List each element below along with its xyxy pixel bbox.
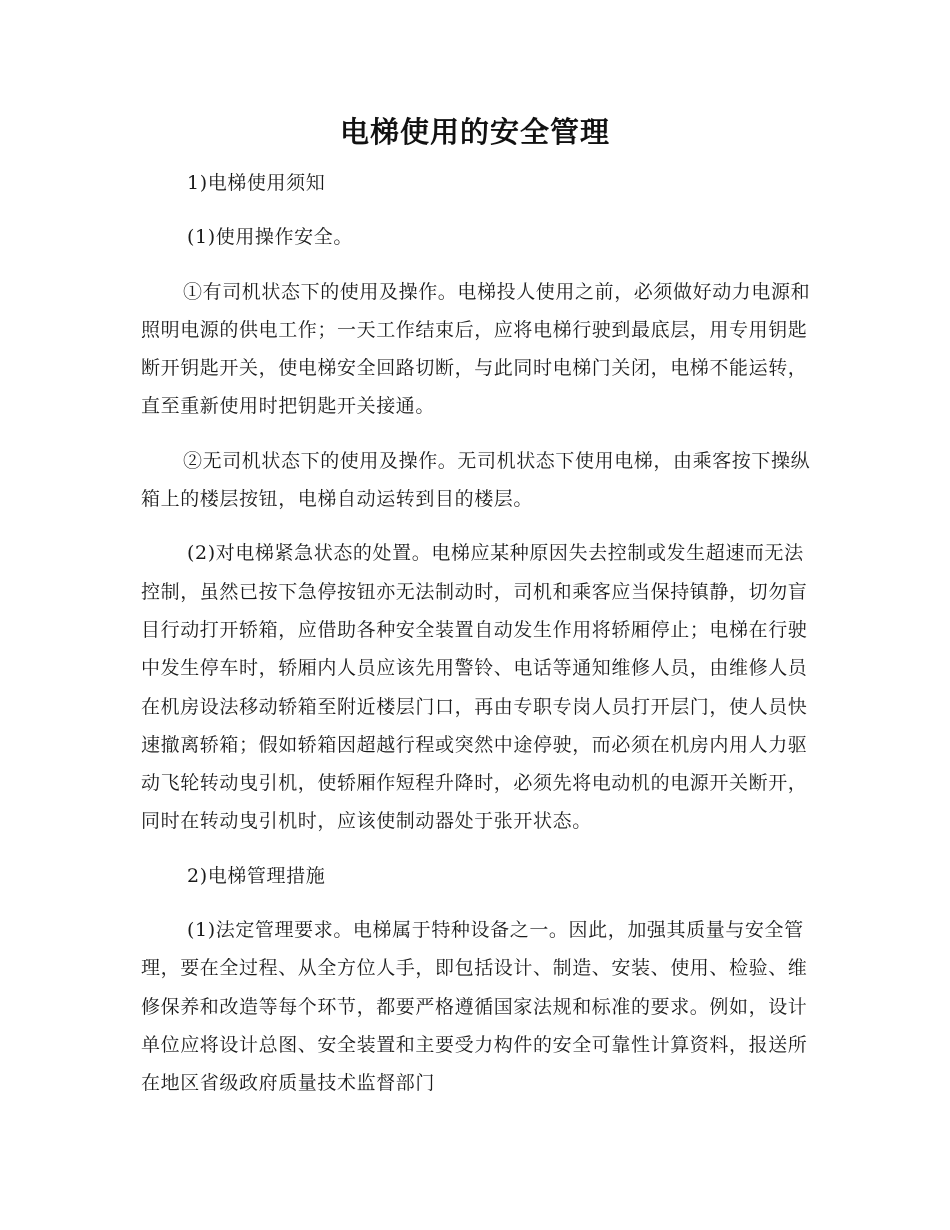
paragraph-legal-requirements: (1)法定管理要求。电梯属于特种设备之一。因此，加强其质量与安全管理，要在全过程、从全方位人手，即包括设计、制造、安装、使用、检验、维修保养和改造等每个环节，都要严格遵循国家法规和标准的要求。例如，设计单位应将设计总图、安全装置和主要受力构件的安全可靠性计算资料，报送所在地区省级政府质量技术监督部门 [141,919,808,1095]
paragraph-without-operator: ②无司机状态下的使用及操作。无司机状态下使用电梯，由乘客按下操纵箱上的楼层按钮，电梯自动运转到目的楼层。 [141,449,811,511]
page-title: 电梯使用的安全管理 [339,115,610,149]
paragraph-with-operator: ①有司机状态下的使用及操作。电梯投人使用之前，必须做好动力电源和照明电源的供电工作；一天工作结束后，应将电梯行驶到最底层，用专用钥匙断开钥匙开关，使电梯安全回路切断，与此同时电梯门关闭，电梯不能运转，直至重新使用时把钥匙开关接通。 [141,280,811,418]
document-body [141,164,811,1103]
subsection-heading-operation-safety: (1)使用操作安全。 [187,226,353,249]
section-heading-management: 2)电梯管理措施 [187,864,326,887]
section-heading-usage: 1)电梯使用须知 [187,172,326,194]
paragraph-emergency-handling: (2)对电梯紧急状态的处置。电梯应某种原因失去控制或发生超速而无法控制，虽然已按下急停按钮亦无法制动时，司机和乘客应当保持镇静，切勿盲目行动打开轿箱，应借助各种安全装置自动发生作用将轿厢停止；电梯在行驶中发生停车时，轿厢内人员应该先用警铃、电话等通知维修人员，由维修人员在机房设法移动轿箱至附近楼层门口，再由专职专岗人员打开层门，使人员快速撤离轿箱；假如轿箱因超越行程或突然中途停驶，而必须在机房内用人力驱动飞轮转动曳引机，使轿厢作短程升降时，必须先将电动机的电源开关断开，同时在转动曳引机时，应该使制动器处于张开状态。 [141,542,808,833]
